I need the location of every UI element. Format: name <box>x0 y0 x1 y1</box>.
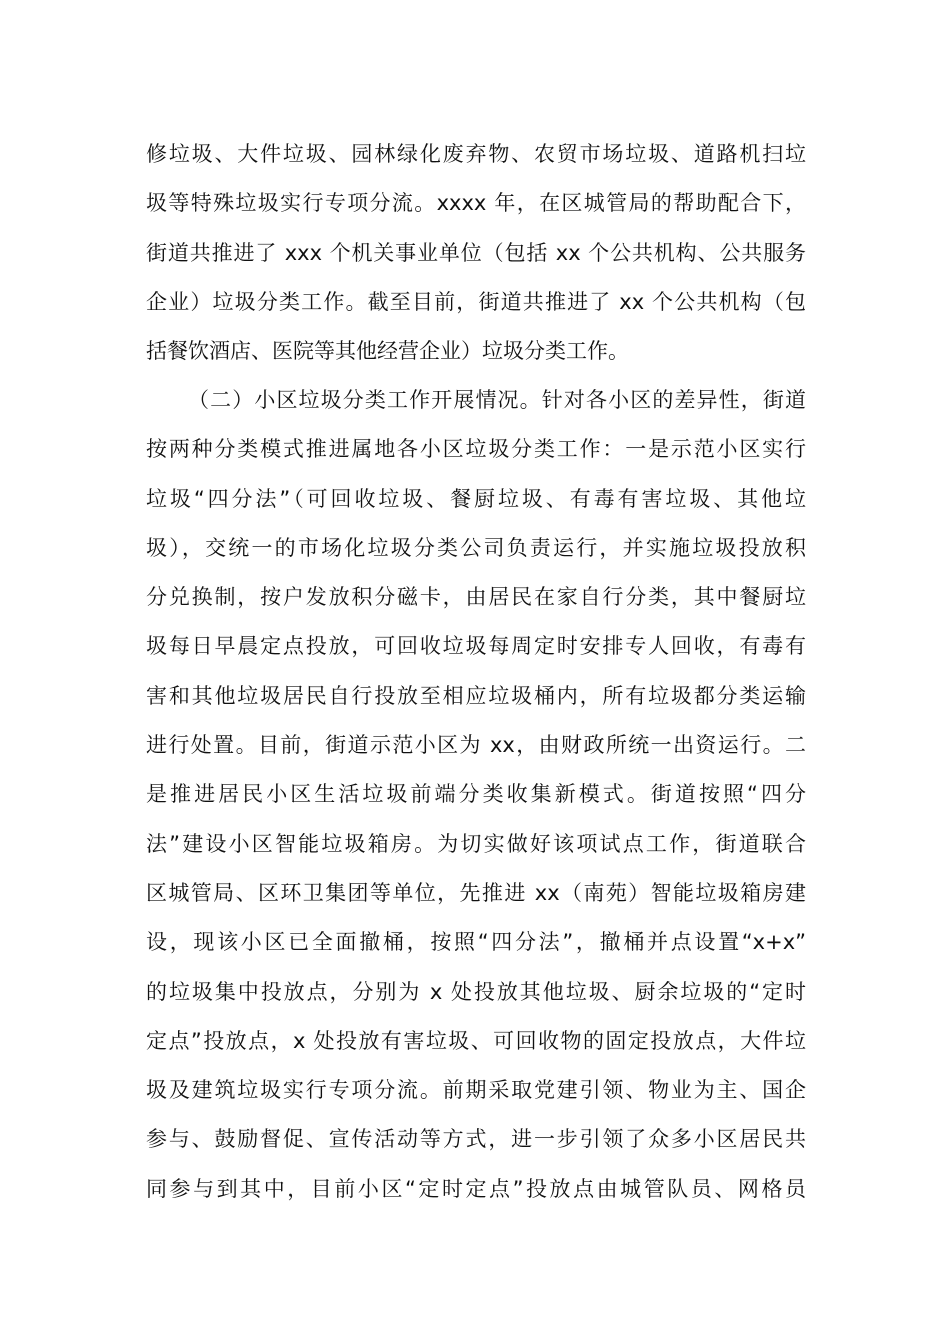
paragraph-line: （二）小区垃圾分类工作开展情况。针对各小区的差异性，街道 <box>188 388 806 412</box>
paragraph-2 <box>146 376 806 1214</box>
paragraph-line: 害和其他垃圾居民自行投放至相应垃圾桶内，所有垃圾都分类运输 <box>146 683 806 708</box>
paragraph-line: 的垃圾集中投放点，分别为 x 处投放其他垃圾、厨余垃圾的“定时 <box>146 979 806 1004</box>
paragraph-line: 区城管局、区环卫集团等单位，先推进 xx（南苑）智能垃圾箱房建 <box>146 880 806 905</box>
paragraph-line: 圾等特殊垃圾实行专项分流。xxxx 年，在区城管局的帮助配合下， <box>146 191 806 216</box>
paragraph-line: 是推进居民小区生活垃圾前端分类收集新模式。街道按照“四分 <box>146 782 806 807</box>
paragraph-line: 进行处置。目前，街道示范小区为 xx，由财政所统一出资运行。二 <box>146 733 806 758</box>
paragraph-line: 街道共推进了 xxx 个机关事业单位（包括 xx 个公共机构、公共服务 <box>146 240 806 265</box>
paragraph-line: 定点”投放点，x 处投放有害垃圾、可回收物的固定投放点，大件垃 <box>146 1028 806 1053</box>
paragraph-line: 法”建设小区智能垃圾箱房。为切实做好该项试点工作，街道联合 <box>146 831 806 856</box>
paragraph-line: 分兑换制，按户发放积分磁卡，由居民在家自行分类，其中餐厨垃 <box>146 585 806 610</box>
paragraph-line: 同参与到其中，目前小区“定时定点”投放点由城管队员、网格员 <box>146 1176 806 1201</box>
paragraph-line: 按两种分类模式推进属地各小区垃圾分类工作：一是示范小区实行 <box>146 437 806 462</box>
paragraph-line: 垃圾“四分法”（可回收垃圾、餐厨垃圾、有毒有害垃圾、其他垃 <box>146 486 806 511</box>
paragraph-line: 圾），交统一的市场化垃圾分类公司负责运行，并实施垃圾投放积 <box>146 535 806 560</box>
paragraph-line: 圾及建筑垃圾实行专项分流。前期采取党建引领、物业为主、国企 <box>146 1078 806 1103</box>
paragraph-line: 括餐饮酒店、医院等其他经营企业）垃圾分类工作。 <box>146 339 629 364</box>
paragraph-line: 圾每日早晨定点投放，可回收垃圾每周定时安排专人回收，有毒有 <box>146 634 806 659</box>
paragraph-line: 企业）垃圾分类工作。截至目前，街道共推进了 xx 个公共机构（包 <box>146 289 806 314</box>
paragraph-line: 参与、鼓励督促、宣传活动等方式，进一步引领了众多小区居民共 <box>146 1127 806 1152</box>
paragraph-1 <box>146 130 806 376</box>
paragraph-line: 设，现该小区已全面撤桶，按照“四分法”，撤桶并点设置“x+x” <box>146 930 806 955</box>
paragraph-line: 修垃圾、大件垃圾、园林绿化废弃物、农贸市场垃圾、道路机扫垃 <box>146 142 806 166</box>
